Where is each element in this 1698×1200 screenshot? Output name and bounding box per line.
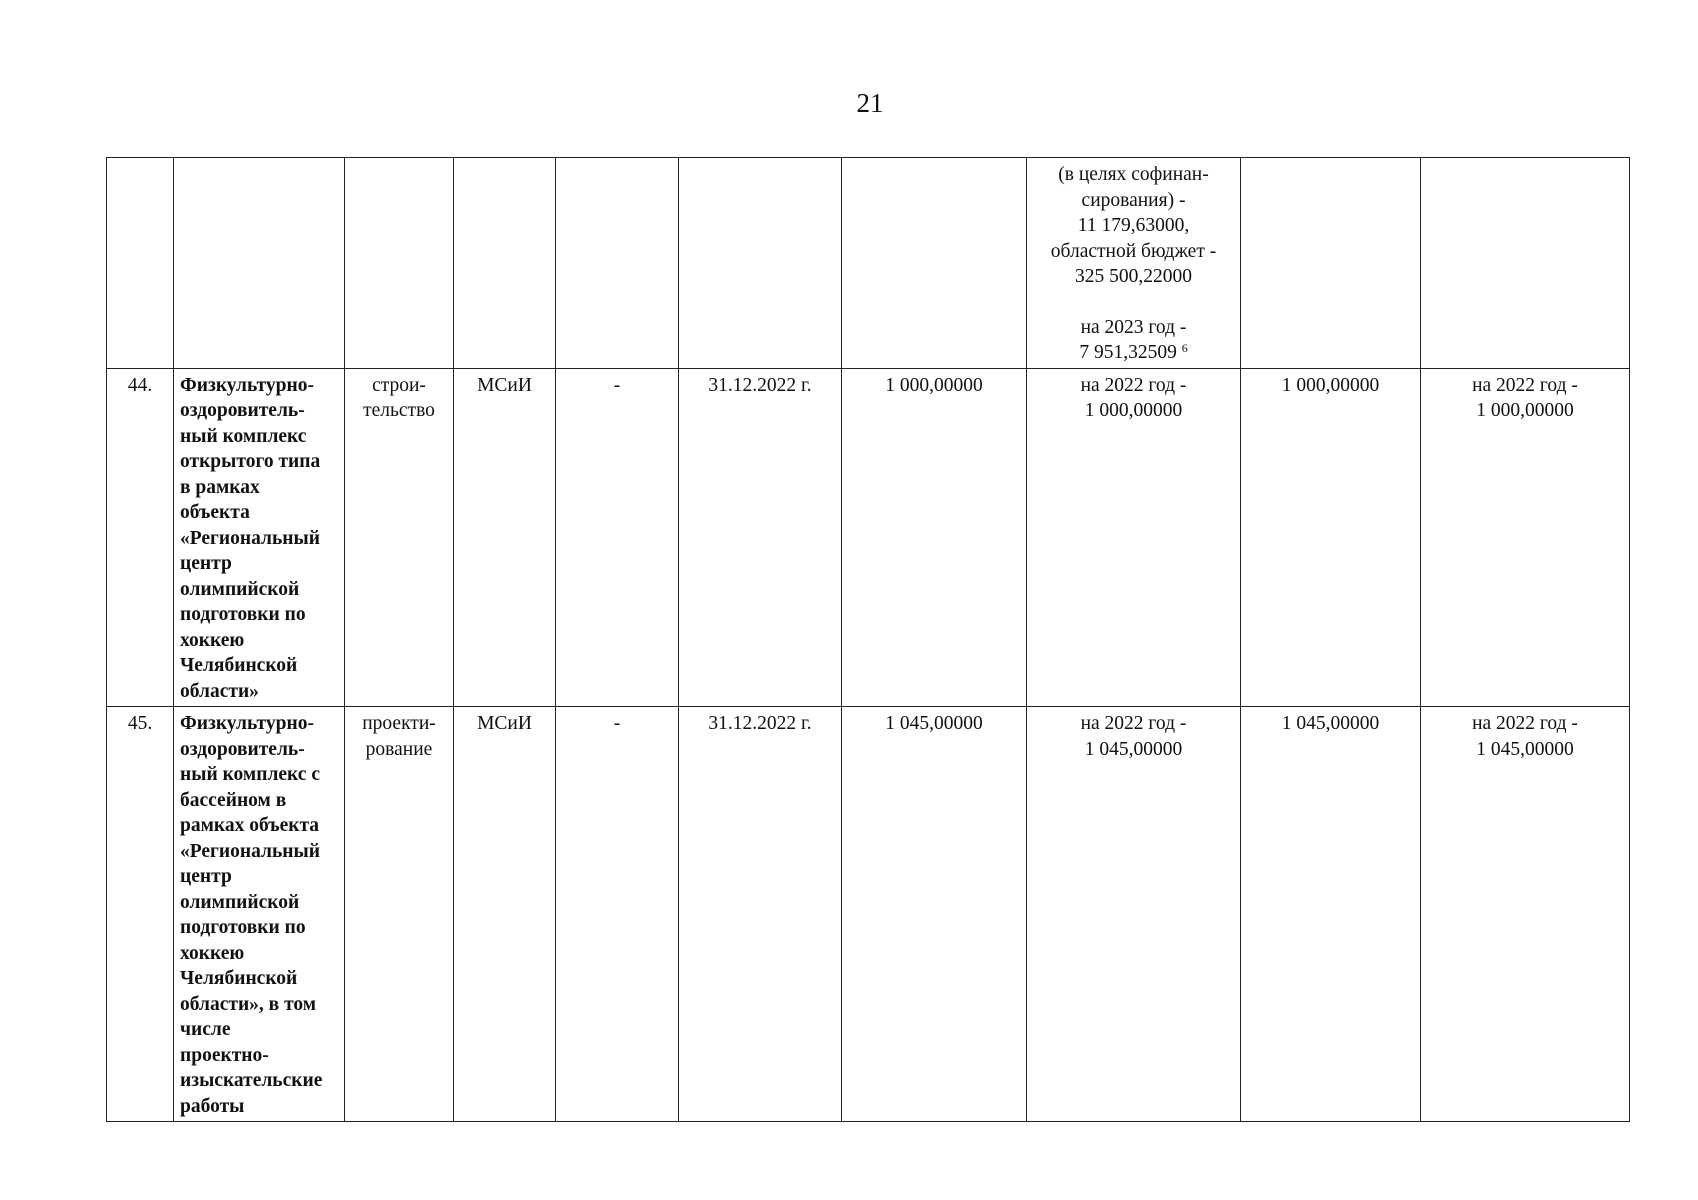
year-funding: на 2022 год - 1 000,00000 — [1421, 368, 1630, 707]
cell-empty — [679, 158, 842, 369]
row-number: 45. — [107, 707, 174, 1122]
customer: МСиИ — [454, 707, 556, 1122]
funding-cell: на 2022 год - 1 000,00000 — [1027, 368, 1241, 707]
dash-cell: - — [556, 368, 679, 707]
amount: 1 045,00000 — [1241, 707, 1421, 1122]
cell-empty — [107, 158, 174, 369]
row-number: 44. — [107, 368, 174, 707]
cell-empty — [1241, 158, 1421, 369]
cell-empty — [345, 158, 454, 369]
object-name: Физкультурно- оздоровитель- ный комплекс открытого типа в рамках объекта «Региональный центр олимпийской подготовки по хоккею Челябинской области» — [174, 368, 345, 707]
deadline: 31.12.2022 г. — [679, 368, 842, 707]
object-name: Физкультурно- оздоровитель- ный комплекс с бассейном в рамках объекта «Региональный центр олимпийской подготовки по хоккею Челябинской области», в том числе проектно- изыскательские работы — [174, 707, 345, 1122]
year-funding: на 2022 год - 1 045,00000 — [1421, 707, 1630, 1122]
objects-table — [106, 157, 1630, 1122]
deadline: 31.12.2022 г. — [679, 707, 842, 1122]
table-row-continuation — [107, 158, 1630, 369]
cell-empty — [556, 158, 679, 369]
amount: 1 000,00000 — [1241, 368, 1421, 707]
dash-cell: - — [556, 707, 679, 1122]
cost: 1 045,00000 — [842, 707, 1027, 1122]
work-type: строи- тельство — [345, 368, 454, 707]
table-row — [107, 707, 1630, 1122]
cell-empty — [1421, 158, 1630, 369]
funding-cell: на 2022 год - 1 045,00000 — [1027, 707, 1241, 1122]
page-number: 21 — [856, 88, 884, 118]
cell-empty — [174, 158, 345, 369]
footnote-mark: 6 — [1181, 341, 1188, 355]
cost: 1 000,00000 — [842, 368, 1027, 707]
work-type: проекти- рование — [345, 707, 454, 1122]
funding-cell: (в целях софинан- сирования) - 11 179,63000, областной бюджет - 325 500,22000 на 2023 год - 7 951,32509 $^6$ — [1027, 158, 1241, 369]
cell-empty — [842, 158, 1027, 369]
customer: МСиИ — [454, 368, 556, 707]
cell-empty — [454, 158, 556, 369]
table-row — [107, 368, 1630, 707]
